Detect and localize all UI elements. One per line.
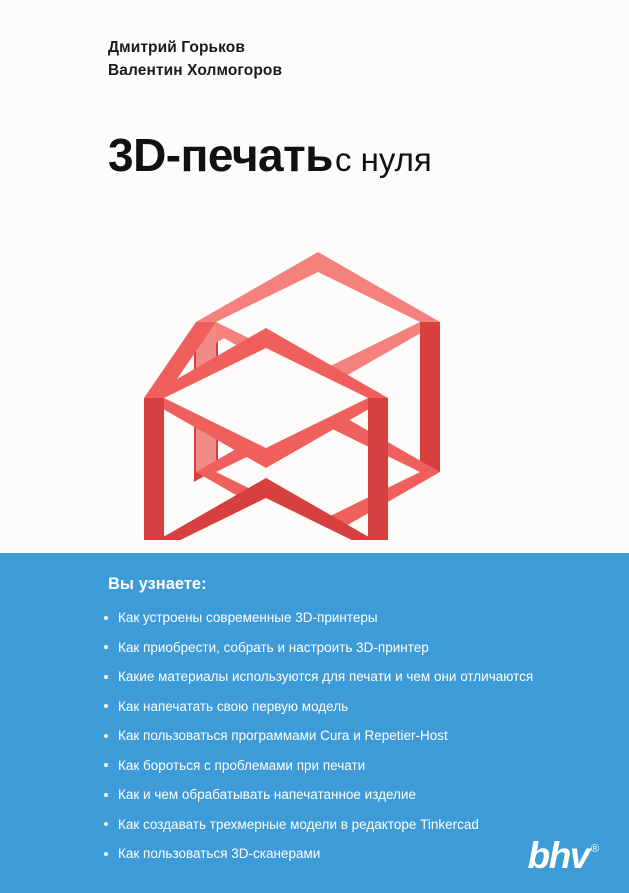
list-item: Какие материалы используются для печати и чем они отличаются [104,662,604,692]
list-item: Как бороться с проблемами при печати [104,751,604,781]
learn-list [104,603,604,869]
author-name-2: Валентин Холмогоров [108,62,283,79]
list-item: Как и чем обрабатывать напечатанное изделие [104,780,604,810]
publisher-name: bhv [527,835,589,876]
cube-illustration [128,210,508,540]
list-item: Как пользоваться программами Cura и Repetier-Host [104,721,604,751]
learn-panel [0,553,629,893]
list-item: Как приобрести, собрать и настроить 3D-принтер [104,633,604,663]
author-name-1: Дмитрий Горьков [108,39,245,56]
list-item: Как пользоваться 3D-сканерами [104,839,604,869]
title-main-text: 3D-печать [108,129,333,181]
registered-mark-icon: ® [590,843,599,855]
list-item: Как напечатать свою первую модель [104,692,604,722]
list-item: Как создавать трехмерные модели в редакторе Tinkercad [104,810,604,840]
list-item: Как устроены современные 3D-принтеры [104,603,604,633]
page-title [108,128,578,182]
wireframe-cube-icon [128,210,508,540]
authors-block [108,36,568,82]
learn-heading: Вы узнаете: [108,575,207,593]
publisher-logo [527,835,599,876]
title-sub-text: с нуля [334,141,432,178]
